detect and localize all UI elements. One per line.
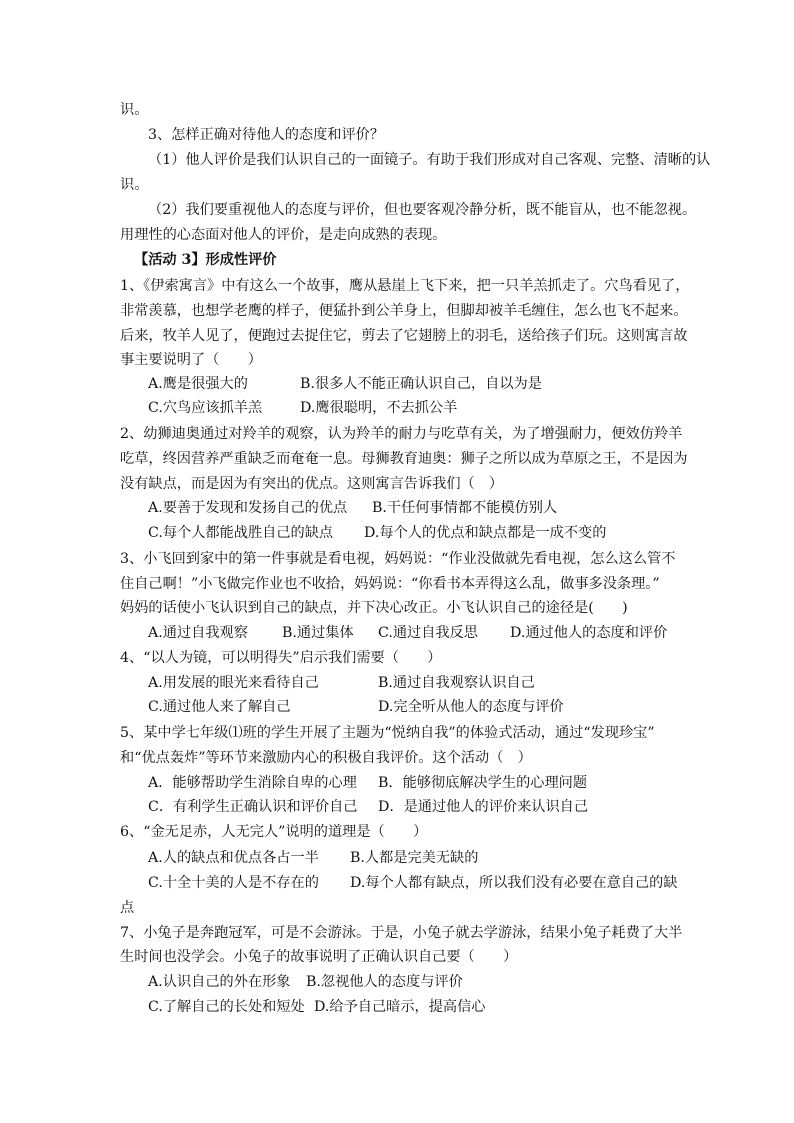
question-2-option-a: A.要善于发现和发扬自己的优点 xyxy=(148,500,348,516)
question-7-option-d: D.给予自己暗示，提高信心 xyxy=(314,999,486,1015)
question-1-option-c: C.穴鸟应该抓羊羔 xyxy=(148,400,263,416)
question-1-option-b: B.很多人不能正确认识自己，自以为是 xyxy=(300,376,542,392)
question-2-text: 吃草，终因营养严重缺乏而奄奄一息。母狮教育迪奥：狮子之所以成为草原之王，不是因为 xyxy=(120,451,688,467)
question-3-text: 住自己啊！”小飞做完作业也不收拾，妈妈说：“你看书本弄得这么乱，做事多没条理。” xyxy=(120,576,660,592)
question-6-option-b: B.人都是完美无缺的 xyxy=(350,850,479,866)
question-3-text: 妈妈的话使小飞认识到自己的缺点，并下决心改正。小飞认识自己的途径是( ) xyxy=(120,600,628,616)
text-line: （1）他人评价是我们认识自己的一面镜子。有助于我们形成对自己客观、完整、清晰的认 xyxy=(148,152,711,168)
question-3-option-c: C.通过自我反思 xyxy=(378,625,478,641)
question-5-text: 和“优点轰炸”等环节来激励内心的积极自我评价。这个活动（ ） xyxy=(120,750,532,766)
question-2-option-b: B.干任何事情都不能模仿别人 xyxy=(372,500,558,516)
question-6-option-d: D.每个人都有缺点，所以我们没有必要在意自己的缺 xyxy=(350,875,678,891)
question-2-option-d: D.每个人的优点和缺点都是一成不变的 xyxy=(364,525,607,541)
text-line: （2）我们要重视他人的态度与评价，但也要客观冷静分析，既不能盲从，也不能忽视。 xyxy=(148,202,697,218)
question-1-text: 后来，牧羊人见了，便跑过去捉住它，剪去了它翅膀上的羽毛，送给孩子们玩。这则寓言故 xyxy=(120,328,688,344)
question-3-option-b: B.通过集体 xyxy=(282,625,354,641)
question-7-text: 7、小兔子是奔跑冠军，可是不会游泳。于是，小兔子就去学游泳，结果小兔子耗费了大半 xyxy=(120,925,683,941)
question-3-option-a: A.通过自我观察 xyxy=(148,625,248,641)
question-5-option-c: C．有利学生正确认识和评价自己 xyxy=(148,799,358,815)
question-1-text: 非常羡慕，也想学老鹰的样子，便猛扑到公羊身上，但脚却被羊毛缠住，怎么也飞不起来。 xyxy=(120,303,688,319)
question-4-option-d: D.完全听从他人的态度与评价 xyxy=(378,699,564,715)
question-6-text: 6、“金无足赤，人无完人”说明的道理是（ ） xyxy=(120,824,428,840)
question-6-option-a: A.人的缺点和优点各占一半 xyxy=(148,850,319,866)
question-5-option-a: A．能够帮助学生消除自卑的心理 xyxy=(148,775,357,791)
question-7-option-a: A.认识自己的外在形象 xyxy=(148,974,291,990)
text-line: 识。 xyxy=(120,177,149,193)
question-6-option-c: C.十全十美的人是不存在的 xyxy=(148,875,319,891)
question-3-option-d: D.通过他人的态度和评价 xyxy=(510,625,668,641)
question-1-option-a: A.鹰是很强大的 xyxy=(148,376,248,392)
section-heading: 3、怎样正确对待他人的态度和评价？ xyxy=(148,127,385,143)
question-3-text: 3、小飞回到家中的第一件事就是看电视，妈妈说：“作业没做就先看电视，怎么这么管不 xyxy=(120,551,676,567)
text-line: 识。 xyxy=(120,102,149,118)
question-4-text: 4、“以人为镜，可以明得失”启示我们需要（ ） xyxy=(120,650,442,666)
question-4-option-c: C.通过他人来了解自己 xyxy=(148,699,291,715)
text-line: 用理性的心态面对他人的评价，是走向成熟的表现。 xyxy=(120,227,447,243)
question-7-text: 生时间也没学会。小兔子的故事说明了正确认识自己要（ ） xyxy=(120,949,518,965)
question-1-text: 事主要说明了（ ） xyxy=(120,352,262,368)
question-1-option-d: D.鹰很聪明，不去抓公羊 xyxy=(300,400,458,416)
question-2-text: 2、幼狮迪奥通过对羚羊的观察，认为羚羊的耐力与吃草有关，为了增强耐力，便效仿羚羊 xyxy=(120,426,683,442)
question-4-option-a: A.用发展的眼光来看待自己 xyxy=(148,675,319,691)
question-2-text: 没有缺点，而是因为有突出的优点。这则寓言告诉我们（ ） xyxy=(120,476,504,492)
question-6-option-d-continued: 点 xyxy=(120,900,135,916)
question-5-text: 5、某中学七年级⑴班的学生开展了主题为“悦纳自我”的体验式活动，通过“发现珍宝” xyxy=(120,725,655,741)
question-1-text: 1、《伊索寓言》中有这么一个故事，鹰从悬崖上飞下来，把一只羊羔抓走了。穴鸟看见了， xyxy=(120,278,690,294)
question-7-option-c: C.了解自己的长处和短处 xyxy=(148,999,305,1015)
question-2-option-c: C.每个人都能战胜自己的缺点 xyxy=(148,525,334,541)
activity-heading: 【活动 3】形成性评价 xyxy=(134,252,277,268)
question-5-option-b: B．能够彻底解决学生的心理问题 xyxy=(378,775,588,791)
question-5-option-d: D．是通过他人的评价来认识自己 xyxy=(378,799,589,815)
question-7-option-b: B.忽视他人的态度与评价 xyxy=(306,974,463,990)
question-4-option-b: B.通过自我观察认识自己 xyxy=(378,675,535,691)
